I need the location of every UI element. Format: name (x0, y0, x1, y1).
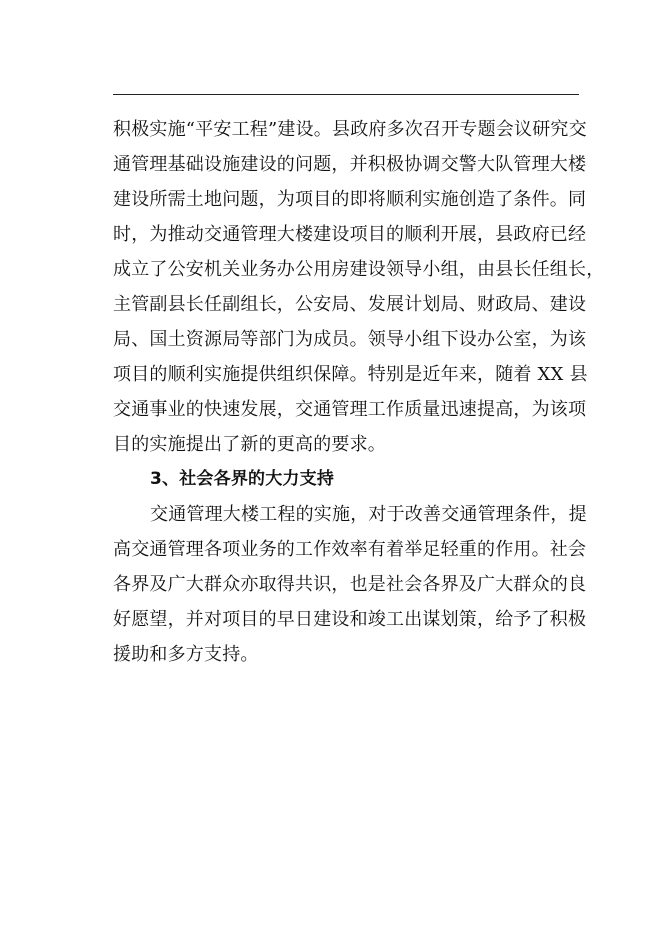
paragraph-line: 好愿望，并对项目的早日建设和竣工出谋划策，给予了积极 (113, 609, 587, 630)
body-text (113, 112, 605, 672)
paragraph-line: 高交通管理各项业务的工作效率有着举足轻重的作用。社会 (113, 539, 587, 560)
paragraph-line: 局、国土资源局等部门为成员。领导小组下设办公室，为该 (113, 329, 587, 350)
paragraph-line: 项目的顺利实施提供组织保障。特别是近年来，随着 XX 县 (113, 364, 588, 385)
paragraph-line: 积极实施“平安工程”建设。县政府多次召开专题会议研究交 (113, 119, 587, 140)
paragraph-line: 成立了公安机关业务办公用房建设领导小组，由县长任组长， (113, 259, 605, 280)
paragraph-line: 交通事业的快速发展，交通管理工作质量迅速提高，为该项 (113, 399, 587, 420)
paragraph-line: 通管理基础设施建设的问题，并积极协调交警大队管理大楼 (113, 154, 587, 175)
paragraph-line: 目的实施提出了新的更高的要求。 (113, 434, 386, 455)
paragraph-line: 时，为推动交通管理大楼建设项目的顺利开展，县政府已经 (113, 224, 587, 245)
paragraph-line: 主管副县长任副组长，公安局、发展计划局、财政局、建设 (113, 294, 587, 315)
paragraph-line: 建设所需土地问题，为项目的即将顺利实施创造了条件。同 (113, 189, 587, 210)
section-heading: 3、社会各界的大力支持 (150, 469, 335, 489)
header-rule (113, 94, 579, 95)
paragraph-line: 各界及广大群众亦取得共识，也是社会各界及广大群众的良 (113, 574, 587, 595)
paragraph-line: 交通管理大楼工程的实施，对于改善交通管理条件，提 (150, 504, 587, 525)
paragraph-line: 援助和多方支持。 (113, 644, 259, 665)
